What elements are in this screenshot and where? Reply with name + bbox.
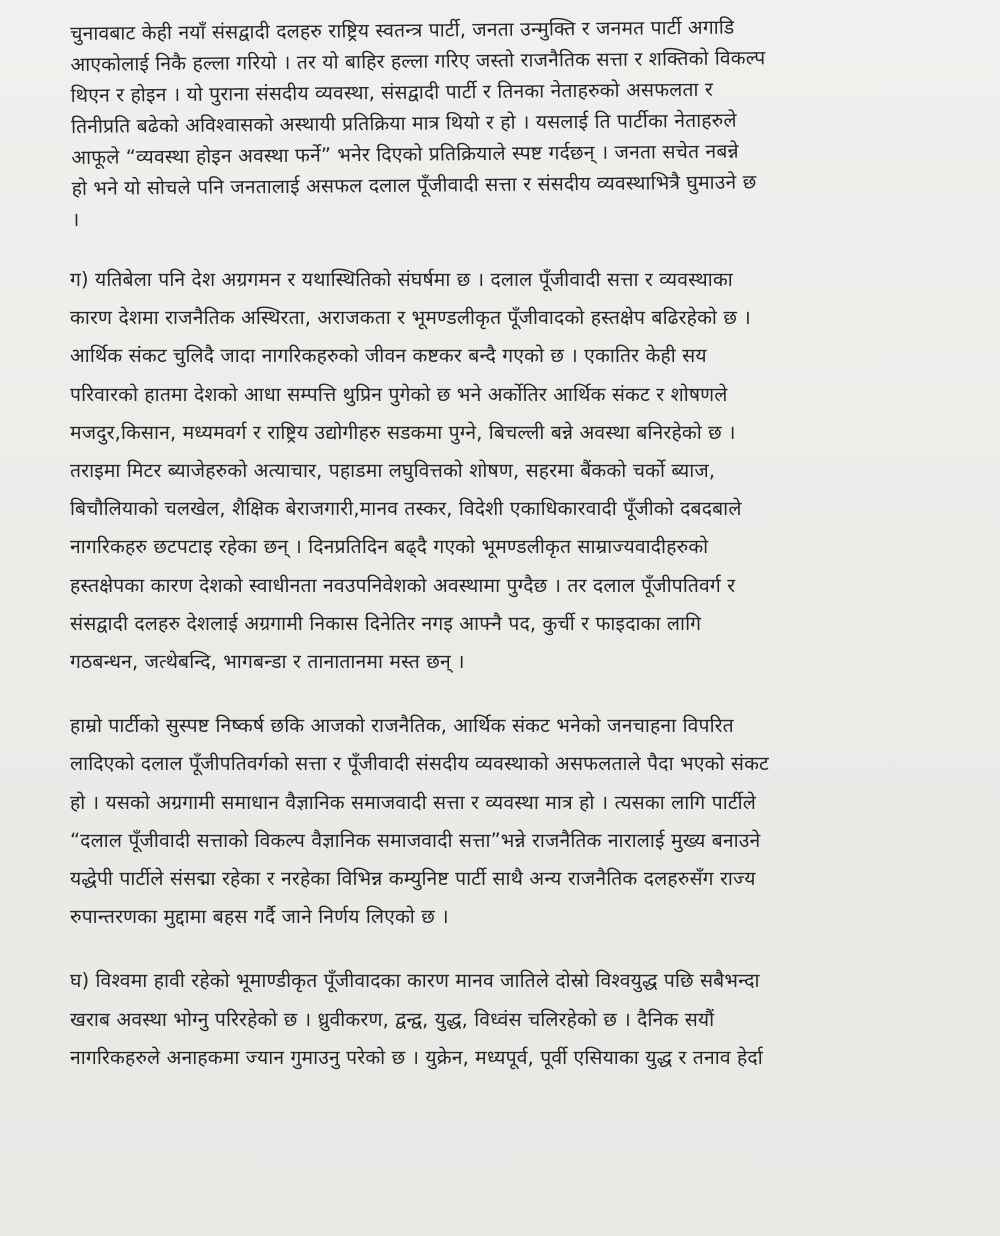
text-line: हो भने यो सोचले पनि जनतालाई असफल दलाल पूँजीवादी सत्ता र संसदीय व्यवस्थाभित्रै घुमाउने छ: [71, 170, 757, 200]
paragraph-ga: [70, 261, 950, 681]
text-line: संसद्वादी दलहरु देशलाई अग्रगामी निकास दिनेतिर नगइ आफ्नै पद, कुर्ची र फाइदाका लागि: [70, 611, 702, 635]
text-line: नागरिकहरु छटपटाइ रहेका छन् । दिनप्रतिदिन बढ्दै गएको भूमण्डलीकृत साम्राज्यवादीहरुको: [70, 535, 709, 559]
document-body: [70, 15, 950, 1077]
text-line: आर्थिक संकट चुलिदै जादा नागरिकहरुको जीवन कष्टकर बन्दै गएको छ । एकातिर केही सय: [70, 344, 707, 368]
text-line: तराइमा मिटर ब्याजेहरुको अत्याचार, पहाडमा लघुवित्तको शोषण, सहरमा बैंकको चर्को ब्याज,: [70, 459, 716, 483]
text-line: चुनावबाट केही नयाँ संसद्वादी दलहरु राष्ट्रिय स्वतन्त्र पार्टी, जनता उन्मुक्ति र जनमत पार्टी अगाडि: [70, 15, 735, 45]
text-line: ।: [71, 207, 80, 231]
text-line: कारण देशमा राजनैतिक अस्थिरता, अराजकता र भूमण्डलीकृत पूँजीवादको हस्तक्षेप बढिरहेको छ ।: [70, 306, 751, 330]
paragraph-party-conclusion: [70, 707, 950, 936]
text-line: बिचौलियाको चलखेल, शैक्षिक बेराजगारी,मानव तस्कर, विदेशी एकाधिकारवादी पूँजीको दबदबाले: [70, 497, 742, 521]
text-line: रुपान्तरणका मुद्दामा बहस गर्दै जाने निर्णय लिएको छ ।: [70, 905, 449, 929]
text-line: “दलाल पूँजीवादी सत्ताको विकल्प वैज्ञानिक समाजवादी सत्ता”भन्ने राजनैतिक नारालाई मुख्य बनाउने: [70, 828, 761, 852]
text-line: हाम्रो पार्टीको सुस्पष्ट निष्कर्ष छकि आजको राजनैतिक, आर्थिक संकट भनेको जनचाहना विपरित: [70, 714, 734, 738]
text-line: गठबन्धन, जत्थेबन्दि, भागबन्डा र तानातानमा मस्त छन् ।: [70, 650, 465, 674]
text-line: खराब अवस्था भोग्नु परिरहेको छ । ध्रुवीकरण, द्वन्द्व, युद्ध, विध्वंस चलिरहेको छ । दैनिक सयौं: [70, 1007, 715, 1031]
text-line: मजदुर,किसान, मध्यमवर्ग र राष्ट्रिय उद्योगीहरु सडकमा पुग्ने, बिचल्ली बन्ने अवस्था बनिरहेको छ ।: [70, 420, 736, 444]
text-line: घ) विश्वमा हावी रहेको भूमाण्डीकृत पूँजीवादका कारण मानव जातिले दोस्रो विश्वयुद्ध पछि सबैभन्दा: [70, 969, 760, 993]
paragraph-gha: [70, 962, 950, 1077]
text-line: थिएन र होइन । यो पुराना संसदीय व्यवस्था, संसद्वादी पार्टी र तिनका नेताहरुको असफलता र: [70, 77, 714, 107]
text-line: आफूले “व्यवस्था होइन अवस्था फर्ने” भनेर दिएको प्रतिक्रियाले स्पष्ट गर्दछन् । जनता सचेत नबन्ने: [71, 139, 739, 169]
text-line: नागरिकहरुले अनाहकमा ज्यान गुमाउनु परेको छ । युक्रेन, मध्यपूर्व, पूर्वी एसियाका युद्ध र तनाव हेर्दा: [70, 1045, 763, 1069]
text-line: परिवारको हातमा देशको आधा सम्पत्ति थुप्रिन पुगेको छ भने अर्कोतिर आर्थिक संकट र शोषणले: [70, 382, 728, 406]
text-line: हस्तक्षेपका कारण देशको स्वाधीनता नवउपनिवेशको अवस्थामा पुग्दैछ । तर दलाल पूँजीपतिवर्ग र: [70, 573, 736, 597]
paragraph-elections: [70, 10, 952, 235]
text-line: लादिएको दलाल पूँजीपतिवर्गको सत्ता र पूँजीवादी संसदीय व्यवस्थाको असफलताले पैदा भएको संकट: [70, 752, 769, 776]
text-line: हो । यसको अग्रगामी समाधान वैज्ञानिक समाजवादी सत्ता र व्यवस्था मात्र हो । त्यसका लागि पार्टीले: [70, 790, 757, 814]
text-line: यद्धेपी पार्टीले संसद्मा रहेका र नरहेका विभिन्न कम्युनिष्ट पार्टी साथै अन्य राजनैतिक दलहरुसँग राज्य: [70, 867, 756, 891]
text-line: तिनीप्रति बढेको अविश्वासको अस्थायी प्रतिक्रिया मात्र थियो र हो । यसलाई ति पार्टीका नेताहरुले: [70, 108, 737, 138]
text-line: आएकोलाई निकै हल्ला गरियो । तर यो बाहिर हल्ला गरिए जस्तो राजनैतिक सत्ता र शक्तिको विकल्प: [70, 46, 766, 76]
text-line: ग) यतिबेला पनि देश अग्रगमन र यथास्थितिको संघर्षमा छ । दलाल पूँजीवादी सत्ता र व्यवस्थाका: [70, 268, 733, 291]
